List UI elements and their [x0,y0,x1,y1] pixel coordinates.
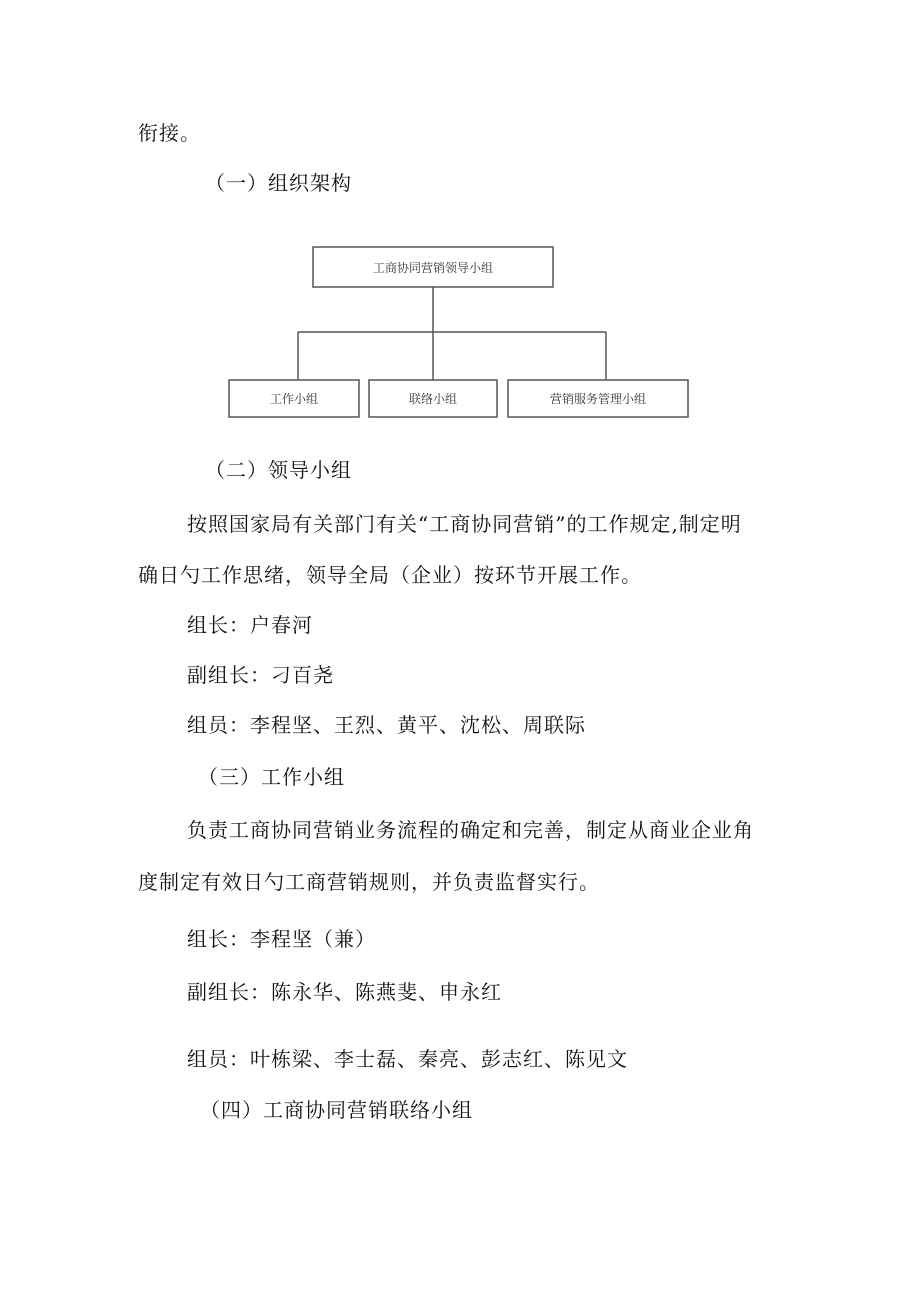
work-members: 组员：叶栋梁、李士磊、秦亮、彭志红、陈见文 [187,1047,628,1071]
work-paragraph-line-1: 负责工商协同营销业务流程的确定和完善，制定从商业企业角 [187,818,754,842]
work-leader: 组长：李程坚（兼） [187,927,376,951]
leadership-paragraph-line-2: 确日勺工作思绪，领导全局（企业）按环节开展工作。 [138,563,642,587]
work-paragraph-line-2: 度制定有效日勺工商营销规则，并负责监督实行。 [138,870,600,894]
heading-leadership-group: （二）领导小组 [205,458,352,482]
org-child-label-service: 营销服务管理小组 [549,392,647,406]
continuation-text: 衔接。 [138,121,201,145]
heading-work-group: （三）工作小组 [198,765,345,789]
org-root-label: 工商协同营销领导小组 [372,261,494,275]
heading-org-structure: （一）组织架构 [205,171,352,195]
leadership-paragraph-line-1: 按照国家局有关部门有关“工商协同营销”的工作规定,制定明 [187,512,742,536]
org-child-label-work: 工作小组 [269,392,319,406]
heading-liaison-group: （四）工商协同营销联络小组 [200,1098,473,1122]
leadership-leader: 组长：户春河 [187,613,313,637]
work-deputy: 副组长：陈永华、陈燕斐、申永红 [187,980,502,1004]
leadership-members: 组员：李程坚、王烈、黄平、沈松、周联际 [187,713,586,737]
org-child-label-liaison: 联络小组 [408,392,458,406]
leadership-deputy: 副组长：刁百尧 [187,663,334,687]
